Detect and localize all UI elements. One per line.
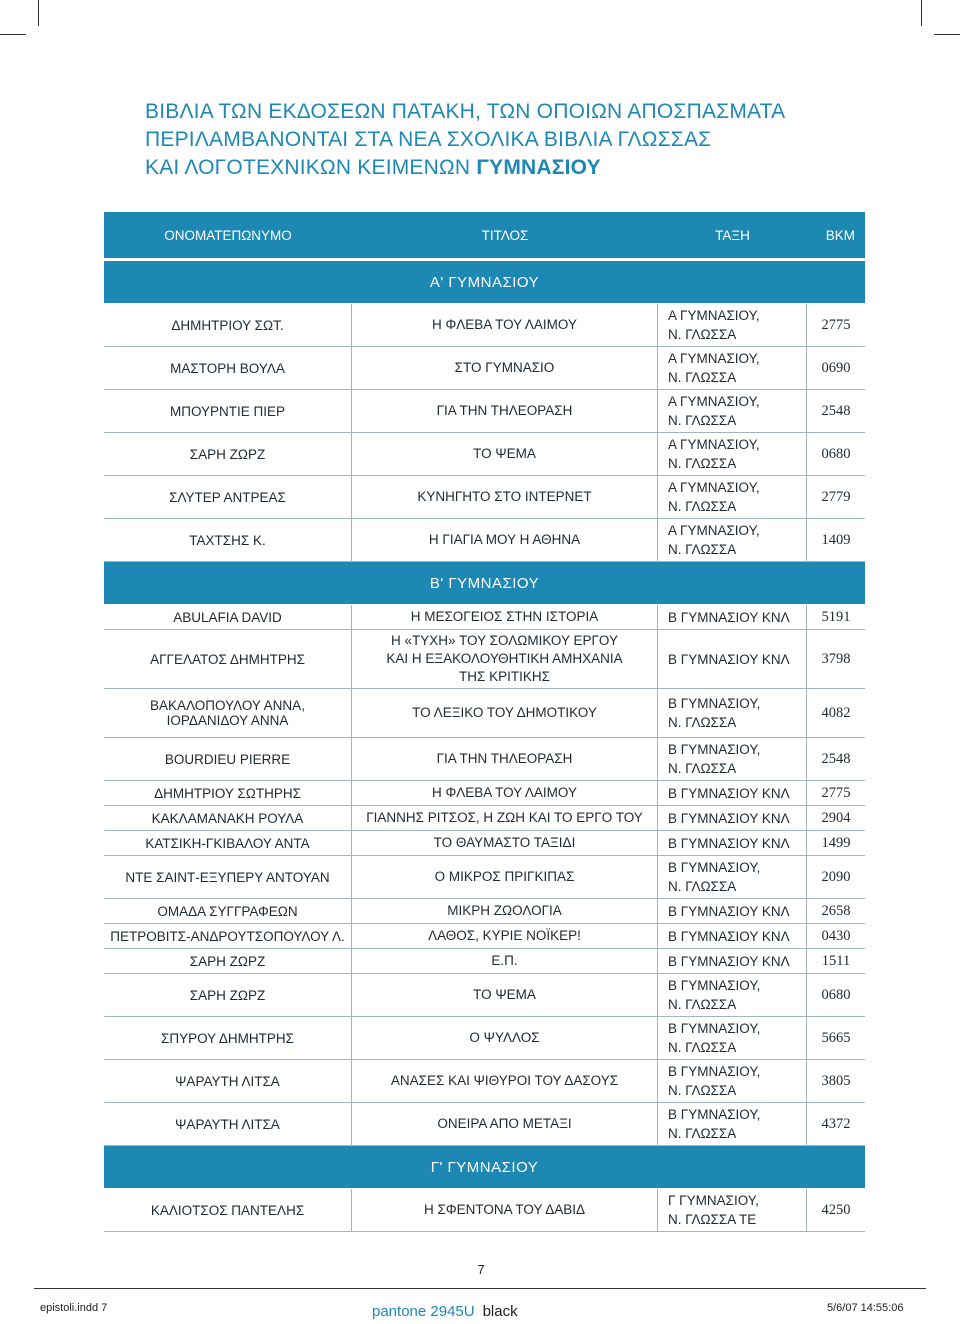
cell-class-line-2: Ν. ΓΛΩΣΣΑ <box>668 761 737 776</box>
crop-mark <box>0 34 26 35</box>
cell-class <box>658 974 807 1017</box>
footer-black: black <box>482 1303 518 1320</box>
table-row <box>104 1103 865 1146</box>
cell-title: ΑΝΑΣΕΣ ΚΑΙ ΨΙΘΥΡΟΙ ΤΟΥ ΔΑΣΟΥΣ <box>352 1060 658 1103</box>
cell-class-line-1: Β ΓΥΜΝΑΣΙΟΥ, <box>668 1021 761 1036</box>
cell-class-line-1: Α ΓΥΜΝΑΣΙΟΥ, <box>668 394 760 409</box>
cell-code: 5191 <box>807 605 865 630</box>
cell-title: ΓΙΑ ΤΗΝ ΤΗΛΕΟΡΑΣΗ <box>352 738 658 781</box>
cell-class <box>658 738 807 781</box>
table-row <box>104 1189 865 1232</box>
cell-code: 5665 <box>807 1017 865 1060</box>
cell-class <box>658 630 807 689</box>
title-line-1: ΒΙΒΛΙΑ ΤΩΝ ΕΚΔΟΣΕΩΝ ΠΑΤΑΚΗ, ΤΩΝ ΟΠΟΙΩΝ ΑΠΟΣΠΑΣΜΑΤΑ <box>145 100 786 123</box>
cell-author: ΣΠΥΡΟΥ ΔΗΜΗΤΡΗΣ <box>104 1017 352 1060</box>
cell-class-line-1: Β ΓΥΜΝΑΣΙΟΥ, <box>668 978 761 993</box>
cell-code: 4372 <box>807 1103 865 1146</box>
cell-code: 2779 <box>807 476 865 519</box>
footer-color-info <box>372 1303 518 1320</box>
cell-title: ΣΤΟ ΓΥΜΝΑΣΙΟ <box>352 347 658 390</box>
cell-class-line-2: Ν. ΓΛΩΣΣΑ <box>668 1126 737 1141</box>
cell-title: ΟΝΕΙΡΑ ΑΠΟ ΜΕΤΑΞΙ <box>352 1103 658 1146</box>
cell-author: ΜΠΟΥΡΝΤΙΕ ΠΙΕΡ <box>104 390 352 433</box>
cell-class-line-2: Ν. ΓΛΩΣΣΑ <box>668 879 737 894</box>
cell-title: Ο ΨΥΛΛΟΣ <box>352 1017 658 1060</box>
cell-class <box>658 949 807 974</box>
header-code: ΒΚΜ <box>807 212 865 261</box>
cell-title: Ο ΜΙΚΡΟΣ ΠΡΙΓΚΙΠΑΣ <box>352 856 658 899</box>
cell-code: 1499 <box>807 831 865 856</box>
cell-title: ΤΟ ΨΕΜΑ <box>352 974 658 1017</box>
table-row <box>104 304 865 347</box>
cell-class-line-2: Ν. ΓΛΩΣΣΑ <box>668 413 737 428</box>
cell-code: 1409 <box>807 519 865 562</box>
cell-code: 2904 <box>807 806 865 831</box>
cell-class <box>658 856 807 899</box>
cell-class-line-1: Β ΓΥΜΝΑΣΙΟΥ, <box>668 1064 761 1079</box>
table-row <box>104 689 865 738</box>
cell-class-line-1: Α ΓΥΜΝΑΣΙΟΥ, <box>668 523 760 538</box>
cell-class-line-2: Ν. ΓΛΩΣΣΑ <box>668 1040 737 1055</box>
cell-code: 2548 <box>807 738 865 781</box>
cell-code: 4082 <box>807 689 865 738</box>
cell-code: 4250 <box>807 1189 865 1232</box>
table-body <box>104 261 865 1232</box>
cell-class <box>658 781 807 806</box>
cell-author: ΝΤΕ ΣΑΙΝΤ-ΕΞΥΠΕΡΥ ΑΝΤΟΥΑΝ <box>104 856 352 899</box>
section-header-row <box>104 1146 865 1189</box>
cell-title: ΓΙΑΝΝΗΣ ΡΙΤΣΟΣ, Η ΖΩΗ ΚΑΙ ΤΟ ΕΡΓΟ ΤΟΥ <box>352 806 658 831</box>
cell-author: ΟΜΑΔΑ ΣΥΓΓΡΑΦΕΩΝ <box>104 899 352 924</box>
cell-class-line-1: Α ΓΥΜΝΑΣΙΟΥ, <box>668 351 760 366</box>
cell-code: 0680 <box>807 433 865 476</box>
cell-author: ΨΑΡΑΥΤΗ ΛΙΤΣΑ <box>104 1103 352 1146</box>
cell-title: ΓΙΑ ΤΗΝ ΤΗΛΕΟΡΑΣΗ <box>352 390 658 433</box>
table-row <box>104 899 865 924</box>
cell-class-line-1: Β ΓΥΜΝΑΣΙΟΥ ΚΝΛ <box>668 928 790 944</box>
cell-class-line-2: Ν. ΓΛΩΣΣΑ <box>668 456 737 471</box>
table-row <box>104 390 865 433</box>
cell-title: Ε.Π. <box>352 949 658 974</box>
cell-class <box>658 605 807 630</box>
table-row <box>104 433 865 476</box>
section-label: Γ' ΓΥΜΝΑΣΙΟΥ <box>104 1146 865 1189</box>
table-row <box>104 738 865 781</box>
cell-class-line-2: Ν. ΓΛΩΣΣΑ <box>668 715 737 730</box>
cell-class <box>658 1103 807 1146</box>
cell-class-line-1: Α ΓΥΜΝΑΣΙΟΥ, <box>668 480 760 495</box>
table-row <box>104 347 865 390</box>
cell-author: ΔΗΜΗΤΡΙΟΥ ΣΩΤ. <box>104 304 352 347</box>
title-line-2: ΠΕΡΙΛΑΜΒΑΝΟΝΤΑΙ ΣΤΑ ΝΕΑ ΣΧΟΛΙΚΑ ΒΙΒΛΙΑ ΓΛΩΣΣΑΣ <box>145 128 712 151</box>
cell-class <box>658 390 807 433</box>
cell-title: Η ΦΛΕΒΑ ΤΟΥ ΛΑΙΜΟΥ <box>352 781 658 806</box>
footer-datetime: 5/6/07 14:55:06 <box>827 1302 904 1314</box>
cell-title: Η ΣΦΕΝΤΟΝΑ ΤΟΥ ΔΑΒΙΔ <box>352 1189 658 1232</box>
table-row <box>104 519 865 562</box>
cell-class <box>658 519 807 562</box>
cell-class <box>658 1060 807 1103</box>
books-table <box>104 212 865 1232</box>
cell-class-line-2: Ν. ΓΛΩΣΣΑ <box>668 327 737 342</box>
cell-class-line-1: Β ΓΥΜΝΑΣΙΟΥ, <box>668 860 761 875</box>
title-line-3: ΚΑΙ ΛΟΓΟΤΕΧΝΙΚΩΝ ΚΕΙΜΕΝΩΝ ΓΥΜΝΑΣΙΟΥ <box>145 156 601 179</box>
page-title <box>145 98 865 182</box>
footer-pantone: pantone 2945U <box>372 1303 475 1320</box>
header-class: ΤΑΞΗ <box>658 212 807 261</box>
cell-title: ΤΟ ΨΕΜΑ <box>352 433 658 476</box>
cell-class <box>658 476 807 519</box>
cell-class-line-2: Ν. ΓΛΩΣΣΑ <box>668 997 737 1012</box>
cell-title: ΤΟ ΘΑΥΜΑΣΤΟ ΤΑΞΙΔΙ <box>352 831 658 856</box>
cell-author: ΑΓΓΕΛΑΤΟΣ ΔΗΜΗΤΡΗΣ <box>104 630 352 689</box>
section-header-row <box>104 562 865 605</box>
cell-author: ΣΑΡΗ ΖΩΡΖ <box>104 974 352 1017</box>
cell-author: ABULAFIA DAVID <box>104 605 352 630</box>
section-header-row <box>104 261 865 304</box>
page-number: 7 <box>477 1262 485 1277</box>
section-label: Α' ΓΥΜΝΑΣΙΟΥ <box>104 261 865 304</box>
cell-class-line-1: Β ΓΥΜΝΑΣΙΟΥ ΚΝΛ <box>668 835 790 851</box>
cell-class-line-2: Ν. ΓΛΩΣΣΑ <box>668 499 737 514</box>
cell-class-line-1: Β ΓΥΜΝΑΣΙΟΥ ΚΝΛ <box>668 609 790 625</box>
cell-code: 0430 <box>807 924 865 949</box>
table-row <box>104 806 865 831</box>
header-title: ΤΙΤΛΟΣ <box>352 212 658 261</box>
cell-class <box>658 304 807 347</box>
cell-code: 3798 <box>807 630 865 689</box>
table-row <box>104 781 865 806</box>
cell-author: ΤΑΧΤΣΗΣ Κ. <box>104 519 352 562</box>
table-row <box>104 476 865 519</box>
cell-class-line-1: Β ΓΥΜΝΑΣΙΟΥ ΚΝΛ <box>668 785 790 801</box>
cell-class-line-2: Ν. ΓΛΩΣΣΑ <box>668 370 737 385</box>
table-row <box>104 1060 865 1103</box>
cell-title: ΜΙΚΡΗ ΖΩΟΛΟΓΙΑ <box>352 899 658 924</box>
cell-title: Η ΓΙΑΓΙΑ ΜΟΥ Η ΑΘΗΝΑ <box>352 519 658 562</box>
cell-class <box>658 806 807 831</box>
cell-class-line-1: Β ΓΥΜΝΑΣΙΟΥ ΚΝΛ <box>668 903 790 919</box>
cell-title: Η ΜΕΣΟΓΕΙΟΣ ΣΤΗΝ ΙΣΤΟΡΙΑ <box>352 605 658 630</box>
table-row <box>104 924 865 949</box>
cell-class <box>658 1189 807 1232</box>
cell-author: BOURDIEU PIERRE <box>104 738 352 781</box>
cell-code: 2548 <box>807 390 865 433</box>
cell-class-line-1: Α ΓΥΜΝΑΣΙΟΥ, <box>668 308 760 323</box>
cell-author: ΣΑΡΗ ΖΩΡΖ <box>104 949 352 974</box>
table-header-row <box>104 212 865 261</box>
cell-class-line-1: Β ΓΥΜΝΑΣΙΟΥ, <box>668 742 761 757</box>
table-row <box>104 630 865 689</box>
cell-author: ΣΛΥΤΕΡ ΑΝΤΡΕΑΣ <box>104 476 352 519</box>
table-row <box>104 974 865 1017</box>
cell-code: 2775 <box>807 781 865 806</box>
footer-divider <box>34 1288 926 1289</box>
header-name: ΟΝΟΜΑΤΕΠΩΝΥΜΟ <box>104 212 352 261</box>
cell-author: ΜΑΣΤΟΡΗ ΒΟΥΛΑ <box>104 347 352 390</box>
table-row <box>104 856 865 899</box>
cell-author: ΔΗΜΗΤΡΙΟΥ ΣΩΤΗΡΗΣ <box>104 781 352 806</box>
cell-class-line-1: Β ΓΥΜΝΑΣΙΟΥ ΚΝΛ <box>668 953 790 969</box>
cell-title: ΛΑΘΟΣ, ΚΥΡΙΕ ΝΟΪΚΕΡ! <box>352 924 658 949</box>
table-row <box>104 605 865 630</box>
cell-class <box>658 433 807 476</box>
cell-author: ΨΑΡΑΥΤΗ ΛΙΤΣΑ <box>104 1060 352 1103</box>
cell-class <box>658 924 807 949</box>
cell-author: ΠΕΤΡΟΒΙΤΣ-ΑΝΔΡΟΥΤΣΟΠΟΥΛΟΥ Λ. <box>104 924 352 949</box>
cell-class-line-1: Β ΓΥΜΝΑΣΙΟΥ, <box>668 1107 761 1122</box>
cell-code: 2090 <box>807 856 865 899</box>
cell-class-line-1: Β ΓΥΜΝΑΣΙΟΥ ΚΝΛ <box>668 810 790 826</box>
table-row <box>104 1017 865 1060</box>
cell-code: 1511 <box>807 949 865 974</box>
crop-mark <box>921 0 922 26</box>
crop-mark <box>934 34 960 35</box>
cell-class <box>658 831 807 856</box>
cell-class <box>658 347 807 390</box>
cell-class-line-1: Β ΓΥΜΝΑΣΙΟΥ ΚΝΛ <box>668 651 790 667</box>
cell-code: 2775 <box>807 304 865 347</box>
crop-mark <box>38 0 39 26</box>
cell-class-line-2: Ν. ΓΛΩΣΣΑ <box>668 1083 737 1098</box>
cell-class <box>658 899 807 924</box>
cell-title: Η «ΤΥΧΗ» ΤΟΥ ΣΟΛΩΜΙΚΟΥ ΕΡΓΟΥ ΚΑΙ Η ΕΞΑΚΟΛΟΥΘΗΤΙΚΗ ΑΜΗΧΑΝΙΑ ΤΗΣ ΚΡΙΤΙΚΗΣ <box>352 630 658 689</box>
cell-author: ΣΑΡΗ ΖΩΡΖ <box>104 433 352 476</box>
cell-class <box>658 1017 807 1060</box>
cell-class-line-1: Γ ΓΥΜΝΑΣΙΟΥ, <box>668 1193 759 1208</box>
section-label: Β' ΓΥΜΝΑΣΙΟΥ <box>104 562 865 605</box>
cell-author: ΚΑΛΙΟΤΣΟΣ ΠΑΝΤΕΛΗΣ <box>104 1189 352 1232</box>
cell-title: ΤΟ ΛΕΞΙΚΟ ΤΟΥ ΔΗΜΟΤΙΚΟΥ <box>352 689 658 738</box>
cell-title: Η ΦΛΕΒΑ ΤΟΥ ΛΑΙΜΟΥ <box>352 304 658 347</box>
cell-author: ΒΑΚΑΛΟΠΟΥΛΟΥ ΑΝΝΑ, ΙΟΡΔΑΝΙΔΟΥ ΑΝΝΑ <box>104 689 352 738</box>
cell-title: ΚΥΝΗΓΗΤΟ ΣΤΟ ΙΝΤΕΡΝΕΤ <box>352 476 658 519</box>
cell-code: 0680 <box>807 974 865 1017</box>
cell-class-line-2: Ν. ΓΛΩΣΣΑ <box>668 542 737 557</box>
cell-class-line-2: Ν. ΓΛΩΣΣΑ ΤΕ <box>668 1212 757 1227</box>
cell-class-line-1: Α ΓΥΜΝΑΣΙΟΥ, <box>668 437 760 452</box>
cell-class <box>658 689 807 738</box>
cell-code: 2658 <box>807 899 865 924</box>
cell-code: 3805 <box>807 1060 865 1103</box>
footer-file: epistoli.indd 7 <box>40 1302 108 1314</box>
cell-author: ΚΑΤΣΙΚΗ-ΓΚΙΒΑΛΟΥ ΑΝΤΑ <box>104 831 352 856</box>
table-row <box>104 949 865 974</box>
cell-author: ΚΑΚΛΑΜΑΝΑΚΗ ΡΟΥΛΑ <box>104 806 352 831</box>
cell-class-line-1: Β ΓΥΜΝΑΣΙΟΥ, <box>668 696 761 711</box>
cell-code: 0690 <box>807 347 865 390</box>
table-row <box>104 831 865 856</box>
